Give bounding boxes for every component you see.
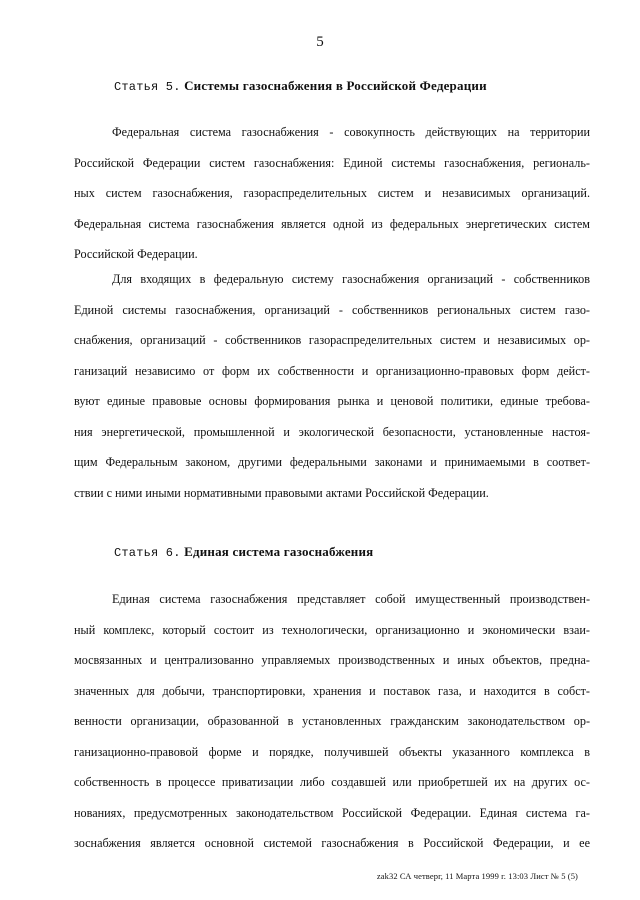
paragraph-line: значенных для добычи, транспортировки, хранения и поставок газа, и находится в собст- (74, 683, 590, 698)
paragraph-line: Российской Федерации. (74, 247, 198, 261)
paragraph-line: нованиях, предусмотренных законодательством Российской Федерации. Единая система га- (74, 805, 590, 820)
paragraph-line: щим Федеральным законом, другими федеральными законами и принимаемыми в соответ- (74, 455, 590, 469)
article-5-paragraph-1 (74, 117, 590, 270)
paragraph-line: Федеральная система газоснабжения является одной из федеральных энергетических систем (74, 216, 590, 231)
paragraph-line: венности организации, образованной в установленных гражданским законодательством ор- (74, 714, 590, 728)
paragraph-line: Для входящих в федеральную систему газоснабжения организаций - собственников (112, 272, 590, 286)
paragraph-line: ганизационно-правовой форме и порядке, получившей объекты указанного комплекса в (74, 744, 590, 759)
article-6-prefix: Статья 6. (114, 546, 181, 560)
article-6-title: Единая система газоснабжения (184, 544, 374, 559)
article-5-heading (114, 78, 487, 94)
article-6-paragraph-1 (74, 584, 590, 859)
page-number: 5 (316, 34, 324, 50)
paragraph-line: ных систем газоснабжения, газораспределительных систем и независимых организаций. (74, 186, 590, 200)
paragraph-line: снабжения, организаций - собственников газораспределительных систем и независимых ор- (74, 333, 590, 347)
paragraph-line: Российской Федерации систем газоснабжения: Единой системы газоснабжения, региональ- (74, 155, 590, 170)
paragraph-line: ния энергетической, промышленной и экологической безопасности, установленные настоя- (74, 424, 590, 439)
article-6-heading (114, 544, 373, 560)
paragraph-line: Единая система газоснабжения представляет собой имущественный производствен- (112, 592, 590, 606)
paragraph-line: ный комплекс, который состоит из технологически, организационно и экономически взаи- (74, 622, 590, 637)
paragraph-line: ствии с ними иными нормативными правовыми актами Российской Федерации. (74, 485, 489, 500)
page-footer: zak32 СА четверг, 11 Марта 1999 г. 13:03 Лист № 5 (5) (376, 871, 578, 881)
paragraph-line: зоснабжения является основной системой газоснабжения в Российской Федерации, и ее (74, 836, 590, 850)
article-5-title: Системы газоснабжения в Российской Федерации (184, 78, 487, 93)
paragraph-line: Единой системы газоснабжения, организаций - собственников региональных систем газо- (74, 302, 590, 317)
paragraph-line: собственность в процессе приватизации либо создавшей или приобретшей их на других ос- (74, 775, 590, 789)
paragraph-line: Федеральная система газоснабжения - совокупность действующих на территории (112, 125, 590, 139)
paragraph-line: вуют единые правовые основы формирования рынка и ценовой политики, единые требова- (74, 394, 590, 408)
paragraph-line: мосвязанных и централизованно управляемых производственных и иных объектов, предна- (74, 653, 590, 667)
article-5-prefix: Статья 5. (114, 80, 181, 94)
paragraph-line: ганизаций независимо от форм их собственности и организационно-правовых форм дейст- (74, 363, 590, 378)
article-5-paragraph-2 (74, 264, 590, 508)
